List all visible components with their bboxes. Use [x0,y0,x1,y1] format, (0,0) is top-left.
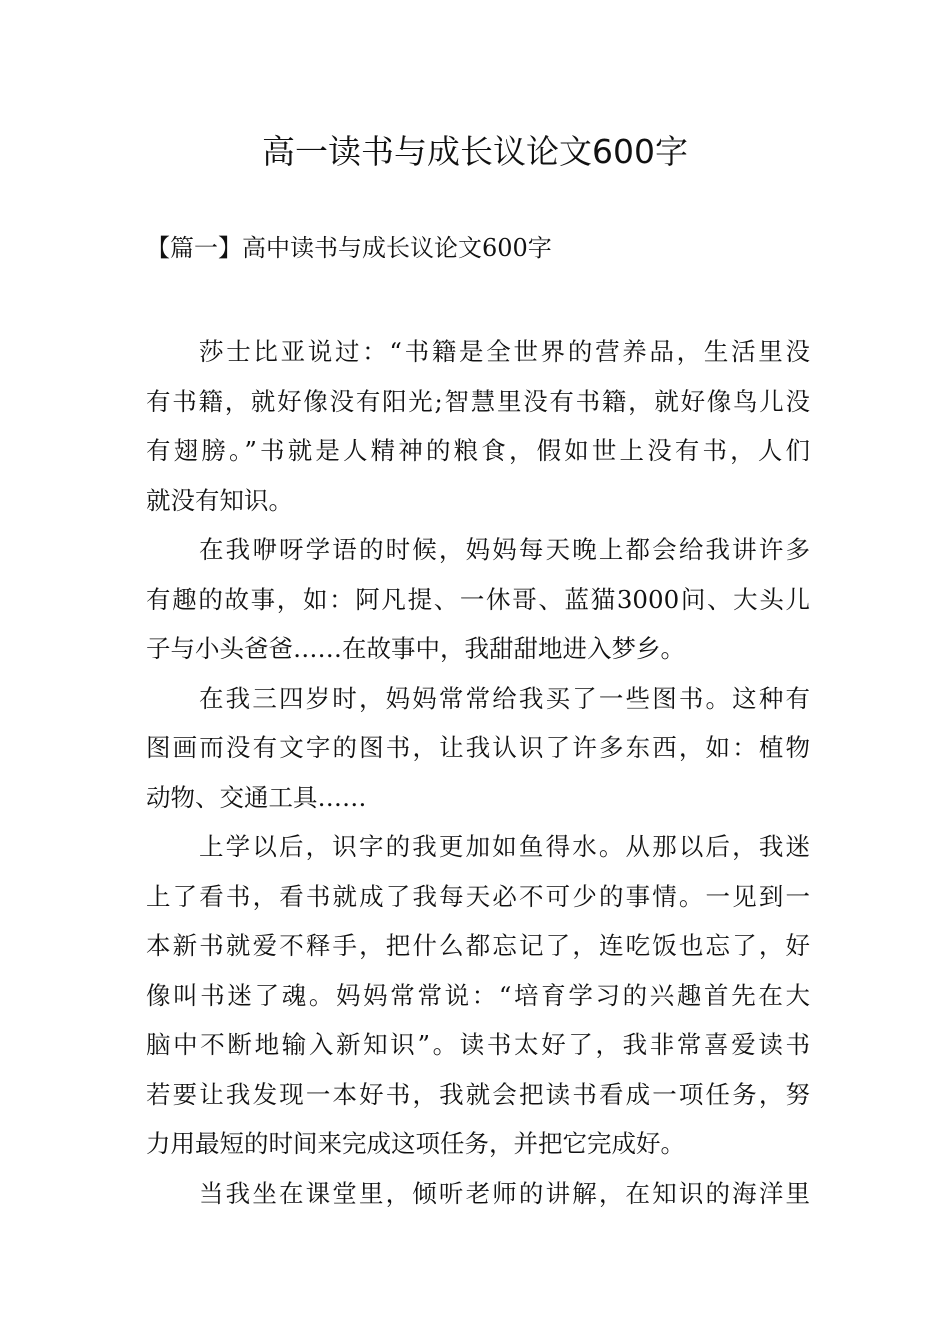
paragraph-2 [146,525,810,674]
paragraph-3 [146,674,810,823]
section-heading: 【篇一】高中读书与成长议论文600字 [146,234,552,262]
paragraph-1 [146,327,810,525]
text-line: 在我咿呀学语的时候，妈妈每天晚上都会给我讲许多 [199,535,810,564]
text-line: 有翅膀。”书就是人精神的粮食，假如世上没有书，人们 [146,436,810,465]
text-line: 就没有知识。 [146,485,293,515]
text-line: 当我坐在课堂里，倾听老师的讲解，在知识的海洋里 [199,1178,810,1208]
document-title: 高一读书与成长议论文600字 [262,132,688,171]
text-line: 脑中不断地输入新知识”。读书太好了，我非常喜爱读书 [146,1030,810,1059]
paragraph-5 [146,1169,810,1219]
text-line: 在我三四岁时，妈妈常常给我买了一些图书。这种有 [199,683,810,713]
text-line: 本新书就爱不释手，把什么都忘记了，连吃饭也忘了，好 [146,931,810,960]
text-line: 上了看书，看书就成了我每天必不可少的事情。一见到一 [146,881,810,911]
text-line: 子与小头爸爸……在故事中，我甜甜地进入梦乡。 [146,634,685,663]
text-line: 力用最短的时间来完成这项任务，并把它完成好。 [146,1129,685,1158]
text-line: 有书籍，就好像没有阳光;智慧里没有书籍，就好像鸟儿没 [146,386,810,416]
text-line: 像叫书迷了魂。妈妈常常说：“培育学习的兴趣首先在大 [146,980,810,1010]
text-line: 图画而没有文字的图书，让我认识了许多东西，如：植物 [146,733,810,762]
text-line: 上学以后，识字的我更加如鱼得水。从那以后，我迷 [199,832,810,861]
text-line: 有趣的故事，如：阿凡提、一休哥、蓝猫3000问、大头儿 [146,584,810,614]
text-line: 动物、交通工具…… [146,782,367,812]
text-line: 若要让我发现一本好书，我就会把读书看成一项任务，努 [146,1079,810,1109]
text-line: 莎士比亚说过：“书籍是全世界的营养品，生活里没 [199,337,810,366]
document-body [146,327,810,1218]
paragraph-4 [146,822,810,1169]
